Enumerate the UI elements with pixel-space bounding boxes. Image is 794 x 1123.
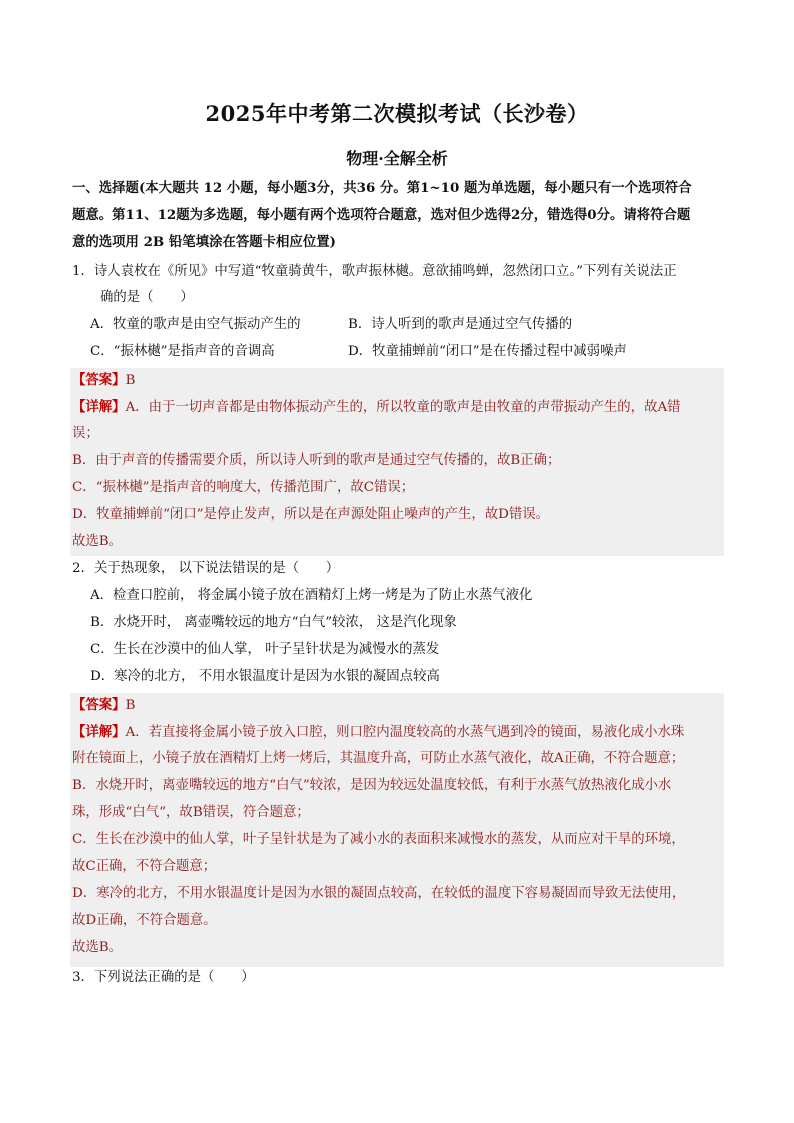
q1-detail-line-1: [72, 397, 724, 418]
q3-stem: 3．下列说法正确的是（ ）: [72, 970, 255, 985]
q1-detail-line-2: 误；: [72, 426, 99, 441]
q1-detail-line-4: C．“振林樾”是指声音的响度大，传播范围广，故C错误；: [72, 480, 415, 495]
q2-detail-line-8: 故D正确，不符合题意。: [72, 913, 217, 928]
q2-option-a: A．检查口腔前， 将金属小镜子放在酒精灯上烤一烤是为了防止水蒸气液化: [90, 588, 533, 603]
q2-detail-line-6: 故C正确，不符合题意；: [72, 859, 217, 874]
section-instruction-line-3: 意的选项用 2B 铅笔填涂在答题卡相应位置): [72, 234, 336, 250]
q1-answer: [72, 370, 724, 391]
q2-detail-line-9: 故选B。: [72, 940, 123, 955]
q2-answer: [72, 695, 724, 716]
q2-detail-text-1: A．若直接将金属小镜子放入口腔，则口腔内温度较高的水蒸气遇到冷的镜面，易液化成小水珠: [125, 725, 685, 740]
q1-answer-value: B: [125, 373, 136, 388]
q1-option-d: D．牧童捕蝉前“闭口”是在传播过程中减弱噪声: [348, 344, 627, 359]
q1-detail-label: 【详解】: [72, 399, 126, 415]
document-title: 2025年中考第二次模拟考试（长沙卷）: [205, 101, 589, 126]
q2-detail-line-5: C．生长在沙漠中的仙人掌，叶子呈针状是为了减小水的表面积来减慢水的蒸发，从而应对干旱的环境，: [72, 832, 685, 847]
q2-detail-line-4: 珠，形成“白气”，故B错误，符合题意；: [72, 805, 310, 820]
q2-answer-label: 【答案】: [72, 697, 126, 713]
q1-detail-line-6: 故选B。: [72, 534, 123, 549]
q1-stem-line-1: 1．诗人袁枚在《所见》中写道“牧童骑黄牛，歌声振林樾。意欲捕鸣蝉，忽然闭口立。”下列有关说法正: [72, 264, 677, 279]
q1-option-b: B．诗人听到的歌声是通过空气传播的: [348, 317, 573, 332]
section-instruction-line-2: 题意。第11、12题为多选题，每小题有两个选项符合题意，选对但少选得2分，错选得0分。请将符合题: [72, 207, 691, 223]
q2-answer-value: B: [125, 698, 136, 713]
q1-detail-line-3: B．由于声音的传播需要介质，所以诗人听到的歌声是通过空气传播的，故B正确；: [72, 453, 561, 468]
q2-detail-label: 【详解】: [72, 724, 126, 740]
q1-option-c: C．“振林樾”是指声音的音调高: [90, 344, 275, 359]
q2-detail-line-1: [72, 722, 724, 743]
section-instruction-line-1: 一、选择题(本大题共 12 小题，每小题3分，共36 分。第1~10 题为单选题，每小题只有一个选项符合: [72, 180, 692, 196]
q2-detail-line-2: 附在镜面上，小镜子放在酒精灯上烤一烤后，其温度升高，可防止水蒸气液化，故A正确，不符合题意；: [72, 751, 685, 766]
q1-answer-label: 【答案】: [72, 372, 126, 388]
q2-option-d: D．寒冷的北方， 不用水银温度计是因为水银的凝固点较高: [90, 669, 440, 684]
document-subtitle: 物理·全解全析: [346, 149, 448, 168]
q2-stem: 2．关于热现象， 以下说法错误的是（ ）: [72, 561, 340, 576]
q1-stem-line-2: 确的是（ ）: [100, 290, 194, 305]
q1-option-a: A．牧童的歌声是由空气振动产生的: [90, 317, 301, 332]
q2-option-c: C．生长在沙漠中的仙人掌， 叶子呈针状是为减慢水的蒸发: [90, 642, 440, 657]
q1-detail-text-1: A．由于一切声音都是由物体振动产生的，所以牧童的歌声是由牧童的声带振动产生的，故A错: [125, 400, 681, 415]
q1-detail-line-5: D．牧童捕蝉前“闭口”是停止发声，所以是在声源处阻止噪声的产生，故D错误。: [72, 507, 550, 522]
q2-detail-line-7: D．寒冷的北方，不用水银温度计是因为水银的凝固点较高，在较低的温度下容易凝固而导致无法使用，: [72, 886, 686, 901]
q2-option-b: B．水烧开时， 离壶嘴较远的地方“白气”较浓， 这是汽化现象: [90, 615, 457, 630]
q2-detail-line-3: B．水烧开时，离壶嘴较远的地方“白气”较浓，是因为较远处温度较低，有利于水蒸气放热液化成小水: [72, 778, 672, 793]
